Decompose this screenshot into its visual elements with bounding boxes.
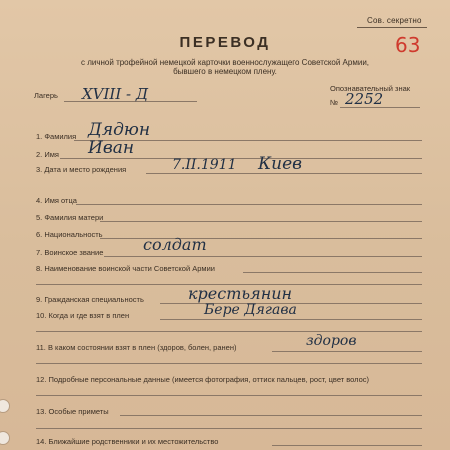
- field-line-special-marks-continued: [36, 428, 422, 429]
- field-line-rank: [104, 256, 422, 257]
- field-value-first-name: Иван: [88, 138, 135, 158]
- field-line-condition: [272, 351, 422, 352]
- classification-stamp: Сов. секретно: [367, 16, 422, 25]
- document-subtitle-line1: с личной трофейной немецкой карточки военнослужащего Советской Армии,: [80, 58, 370, 67]
- field-value-civil-specialty: крестьянин: [188, 284, 293, 303]
- field-line-mother: [100, 221, 422, 222]
- field-label-rank: 7. Воинское звание: [36, 248, 104, 257]
- field-label-nationality: 6. Национальность: [36, 230, 103, 239]
- field-label-father: 4. Имя отца: [36, 196, 77, 205]
- field-value-birth-place: Киев: [258, 154, 303, 174]
- field-label-unit: 8. Наименование воинской части Советской Армии: [36, 264, 215, 273]
- field-line-condition-continued: [36, 363, 422, 364]
- document-title: ПЕРЕВОД: [179, 34, 271, 51]
- page-number: 63: [395, 33, 421, 57]
- identity-number-prefix: №: [330, 98, 339, 107]
- field-line-capture: [160, 319, 422, 320]
- field-label-birth: 3. Дата и место рождения: [36, 165, 127, 174]
- field-label-capture: 10. Когда и где взят в плен: [36, 311, 130, 320]
- field-line-relatives: [272, 445, 422, 446]
- camp-value: XVIII - Д: [82, 85, 149, 103]
- field-label-first-name: 2. Имя: [36, 150, 59, 159]
- field-label-special-marks: 13. Особые приметы: [36, 407, 109, 416]
- field-line-special-marks: [120, 415, 422, 416]
- field-value-birth-date: 7.II.1911: [172, 157, 237, 173]
- punch-hole: [0, 431, 10, 445]
- camp-label: Лагерь: [34, 91, 58, 100]
- field-value-capture: Бере Дягава: [204, 302, 297, 318]
- field-line-father: [76, 204, 422, 205]
- field-label-relatives: 14. Ближайшие родственники и их местожительство: [36, 437, 219, 446]
- identity-number-value: 2252: [345, 90, 384, 108]
- field-line-first-name: [60, 158, 422, 159]
- field-line-capture-continued: [36, 331, 422, 332]
- field-label-surname: 1. Фамилия: [36, 132, 77, 141]
- field-line-personal-data: [36, 395, 422, 396]
- document-subtitle-line2: бывшего в немецком плену.: [173, 67, 277, 76]
- field-value-rank: солдат: [143, 235, 207, 254]
- field-label-civil-specialty: 9. Гражданская специальность: [36, 295, 144, 304]
- field-label-condition: 11. В каком состоянии взят в плен (здоров, болен, ранен): [36, 343, 237, 352]
- field-label-mother: 5. Фамилия матери: [36, 213, 104, 222]
- identity-tag-label: Опознавательный знак: [330, 84, 411, 93]
- classification-underline: [357, 27, 427, 28]
- field-value-condition: здоров: [306, 333, 357, 349]
- punch-hole: [0, 399, 10, 413]
- field-value-surname: Дядюн: [88, 120, 151, 140]
- field-line-unit: [243, 272, 422, 273]
- field-label-personal-data: 12. Подробные персональные данные (имеется фотография, оттиск пальцев, рост, цвет волос): [36, 375, 370, 384]
